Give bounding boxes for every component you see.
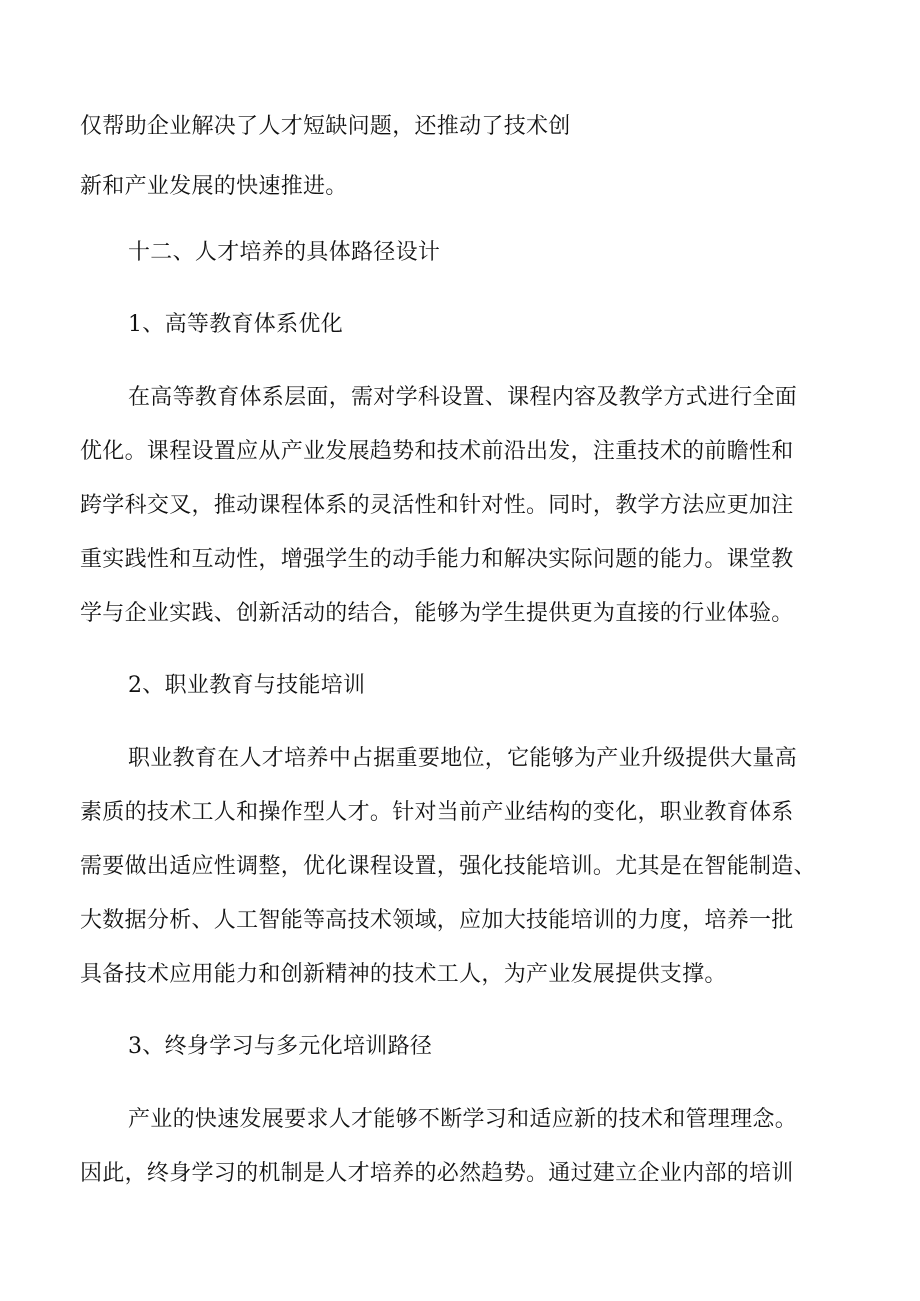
subsection-heading-2: 2、职业教育与技能培训 [128,673,366,698]
paragraph-2-line-2: 素质的技术工人和操作型人才。针对当前产业结构的变化，职业教育体系 [80,800,794,825]
paragraph-1-line-5: 学与企业实践、创新活动的结合，能够为学生提供更为直接的行业体验。 [80,601,794,626]
paragraph-1-line-4: 重实践性和互动性，增强学生的动手能力和解决实际问题的能力。课堂教 [80,547,794,572]
intro-line-2: 新和产业发展的快速推进。 [80,174,348,199]
paragraph-2-line-5: 具备技术应用能力和创新精神的技术工人，为产业发展提供支撑。 [80,962,727,987]
subsection-heading-3: 3、终身学习与多元化培训路径 [128,1034,433,1059]
subsection-heading-1: 1、高等教育体系优化 [128,312,343,337]
paragraph-1-line-3: 跨学科交叉，推动课程体系的灵活性和针对性。同时，教学方法应更加注 [80,493,794,518]
paragraph-3-line-1: 产业的快速发展要求人才能够不断学习和适应新的技术和管理理念。 [128,1107,798,1132]
paragraph-3-line-2: 因此，终身学习的机制是人才培养的必然趋势。通过建立企业内部的培训 [80,1161,794,1186]
paragraph-2-line-4: 大数据分析、人工智能等高技术领域，应加大技能培训的力度，培养一批 [80,908,794,933]
intro-line-1: 仅帮助企业解决了人才短缺问题，还推动了技术创 [80,114,571,139]
paragraph-2-line-1: 职业教育在人才培养中占据重要地位，它能够为产业升级提供大量高 [128,746,798,771]
paragraph-1-line-2: 优化。课程设置应从产业发展趋势和技术前沿出发，注重技术的前瞻性和 [80,439,794,464]
paragraph-1-line-1: 在高等教育体系层面，需对学科设置、课程内容及教学方式进行全面 [128,385,798,410]
paragraph-2-line-3: 需要做出适应性调整，优化课程设置，强化技能培训。尤其是在智能制造、 [80,854,816,879]
section-title: 十二、人才培养的具体路径设计 [128,240,441,265]
